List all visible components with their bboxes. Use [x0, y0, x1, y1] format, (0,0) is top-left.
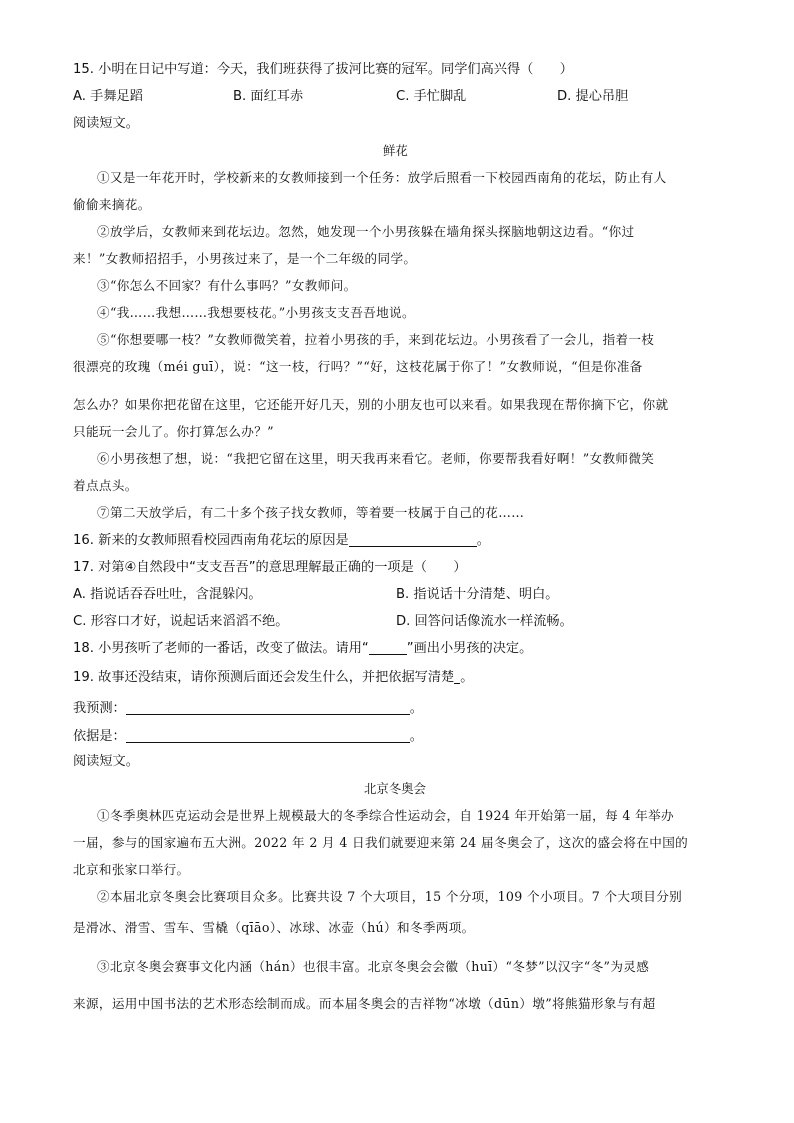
question-16-end: 。: [476, 533, 490, 548]
question-17-option-d[interactable]: D. 回答问话像流水一样流畅。: [396, 614, 573, 629]
question-17-option-c[interactable]: C. 形容口才好，说起话来滔滔不绝。: [73, 614, 289, 629]
passage-title: 鲜花: [383, 143, 408, 158]
question-17-option-b[interactable]: B. 指说话十分清楚、明白。: [396, 587, 559, 602]
passage-line: ⑤“你想要哪一枝？”女教师微笑着，拉着小男孩的手，来到花坛边。小男孩看了一会儿，指着一枝: [97, 332, 655, 347]
passage-line: ③“你怎么不回家？有什么事吗？”女教师问。: [97, 278, 357, 293]
answer-blank[interactable]: [349, 532, 477, 547]
question-19: [73, 668, 473, 688]
basis-answer-blank[interactable]: [126, 728, 410, 743]
passage-line: ①冬季奥林匹克运动会是世界上规模最大的冬季综合性运动会，自 1924 年开始第一届，每 4 年举办: [97, 808, 674, 823]
question-18-pre: 18. 小男孩听了老师的一番话，改变了做法。请用“: [73, 641, 369, 656]
passage-line: ⑥小男孩想了想，说：“我把它留在这里，明天我再来看它。老师，你要帮我看好啊！”女教师微笑: [97, 451, 655, 466]
question-15-option-c[interactable]: C. 手忙脚乱: [396, 89, 467, 104]
passage-line: 着点点头。: [73, 478, 138, 493]
read-prompt: 阅读短文。: [73, 116, 139, 131]
question-15-option-d[interactable]: D. 提心吊胆: [557, 89, 629, 104]
question-17-stem: 17. 对第④自然段中“支支吾吾”的意思理解最正确的一项是（ ）: [73, 560, 467, 575]
basis-line: [73, 727, 423, 747]
predict-answer-blank[interactable]: [126, 700, 410, 715]
question-19-stem: 19. 故事还没结束，请你预测后面还会发生什么，并把依据写清楚: [73, 670, 455, 685]
passage-line: ⑦第二天放学后，有二十多个孩子找女教师，等着要一枝属于自己的花……: [97, 505, 525, 520]
question-15-option-b[interactable]: B. 面红耳赤: [233, 89, 304, 104]
passage-line: 是滑冰、滑雪、雪车、雪橇（qīāo）、冰球、冰壶（hú）和冬季两项。: [73, 920, 475, 935]
predict-line: [73, 699, 423, 719]
question-15-option-a[interactable]: A. 手舞足蹈: [73, 89, 143, 104]
basis-end: 。: [409, 729, 423, 744]
predict-end: 。: [409, 701, 423, 716]
passage-line: 来源，运用中国书法的艺术形态绘制而成。而本届冬奥会的吉祥物“冰墩（dūn）墩”将熊猫形象与有超: [73, 996, 656, 1011]
question-16-stem: 16. 新来的女教师照看校园西南角花坛的原因是: [73, 533, 349, 548]
question-18-post: ”画出小男孩的决定。: [406, 641, 533, 656]
passage-line: ②放学后，女教师来到花坛边。忽然，她发现一个小男孩躲在墙角探头探脑地朝这边看。“你过: [97, 224, 635, 239]
question-18: [73, 639, 532, 659]
underline-sample: [369, 640, 407, 655]
passage-line: 一届，参与的国家遍布五大洲。2022 年 2 月 4 日我们就要迎来第 24 届冬奥会了，这次的盛会将在中国的: [73, 835, 689, 850]
passage-line: 很漂亮的玫瑰（méi guī），说：“这一枝，行吗？”“好，这枝花属于你了！”女教师说，“但是你准备: [73, 359, 643, 374]
question-19-stem-end: 。: [460, 670, 474, 685]
basis-label: 依据是：: [73, 729, 126, 744]
passage-title: 北京冬奥会: [364, 781, 426, 796]
passage-line: 偷偷来摘花。: [73, 197, 151, 212]
question-16: [73, 531, 490, 551]
read-prompt: 阅读短文。: [73, 754, 139, 769]
passage-line: ④“我……我想……我想要枝花。”小男孩支支吾吾地说。: [97, 305, 415, 320]
passage-line: 来！”女教师招招手，小男孩过来了，是一个二年级的同学。: [73, 251, 417, 266]
passage-line: ③北京冬奥会赛事文化内涵（hán）也很丰富。北京冬奥会会徽（huī）“冬梦”以汉字“冬”为灵感: [97, 959, 650, 974]
question-17-option-a[interactable]: A. 指说话吞吞吐吐，含混躲闪。: [73, 587, 262, 602]
question-15-stem: 15. 小明在日记中写道：今天，我们班获得了拔河比赛的冠军。同学们高兴得（ ）: [73, 62, 573, 77]
passage-line: 只能玩一会儿了。你打算怎么办？”: [73, 424, 274, 439]
passage-line: ②本届北京冬奥会比赛项目众多。比赛共设 7 个大项目，15 个分项，109 个小项目。7 个大项目分别: [97, 889, 683, 904]
passage-line: 怎么办？如果你把花留在这里，它还能开好几天，别的小朋友也可以来看。如果我现在帮你摘下它，你就: [73, 397, 669, 412]
passage-line: 北京和张家口举行。: [73, 862, 190, 877]
predict-label: 我预测：: [73, 701, 126, 716]
passage-line: ①又是一年花开时，学校新来的女教师接到一个任务：放学后照看一下校园西南角的花坛，防止有人: [97, 170, 667, 185]
